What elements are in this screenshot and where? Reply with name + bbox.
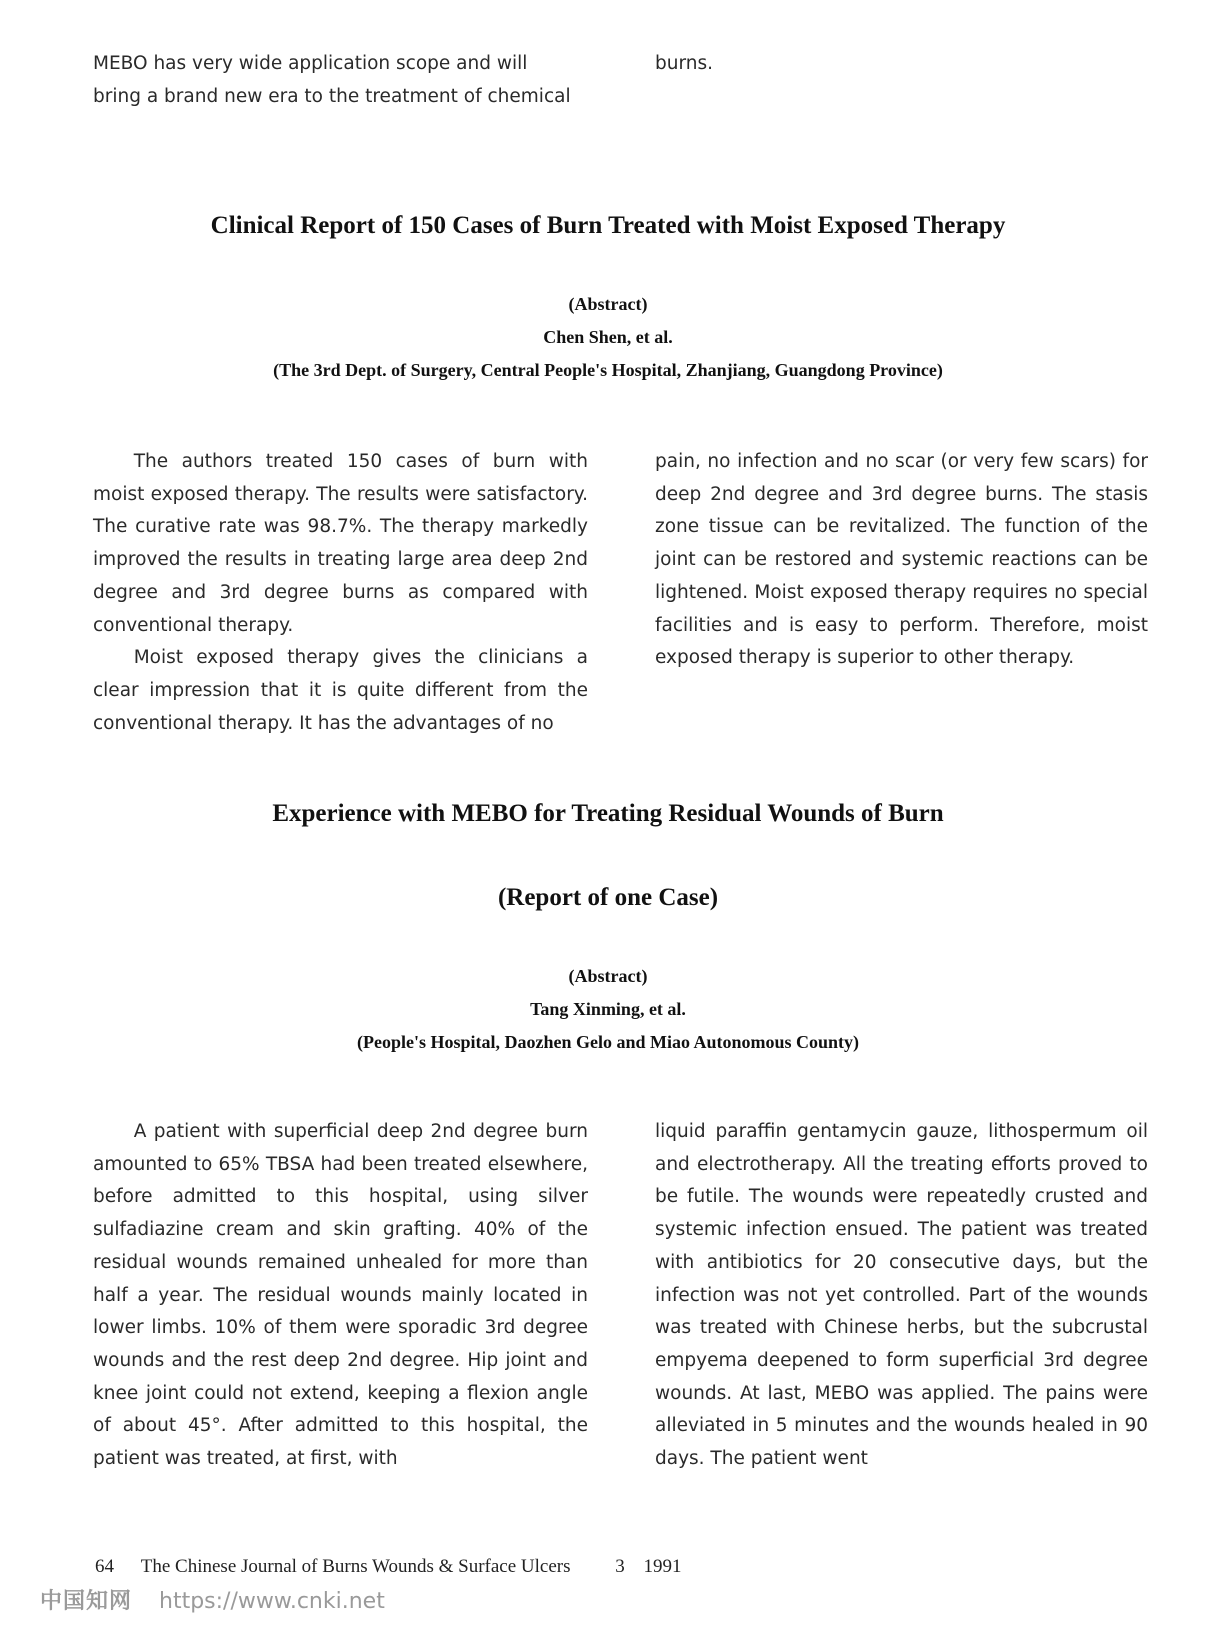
article2-right-column	[655, 1116, 1148, 1476]
abstract-label: (Abstract)	[568, 294, 648, 314]
affiliation-line: (The 3rd Dept. of Surgery, Central People's Hospital, Zhanjiang, Guangdong Province)	[273, 360, 943, 380]
text-line: MEBO has very wide application scope and will	[93, 53, 528, 74]
watermark-url: https://www.cnki.net	[159, 1589, 385, 1614]
article2-subtitle: (Report of one Case)	[497, 884, 719, 911]
paragraph: Moist exposed therapy gives the clinicians a clear impression that it is quite different from the conventional therapy. It has the advantages of no	[93, 647, 588, 734]
page-number: 64	[95, 1556, 114, 1577]
journal-name: The Chinese Journal of Burns Wounds & Surface Ulcers	[140, 1556, 571, 1577]
cnki-watermark	[40, 1584, 385, 1615]
author-line: Chen Shen, et al.	[543, 327, 673, 347]
paragraph: pain, no infection and no scar (or very few scars) for deep 2nd degree and 3rd degree burns. The stasis zone tissue can be revitalized. The function of the joint can be restored and systemic reactions can be lightened. Moist exposed therapy requires no special facilities and is easy to perform. Therefore, moist exposed therapy is superior to other therapy.	[655, 451, 1148, 669]
paragraph: liquid paraffin gentamycin gauze, lithospermum oil and electrotherapy. All the treating efforts proved to be futile. The wounds were repeatedly crusted and systemic infection ensued. The patient was treated with antibiotics for 20 consecutive days, but the infection was not yet controlled. Part of the wounds was treated with Chinese herbs, but the subcrustal empyema deepened to form superficial 3rd degree wounds. At last, MEBO was applied. The pains were alleviated in 5 minutes and the wounds healed in 90 days. The patient went	[655, 1121, 1148, 1470]
continuation-left-column	[93, 48, 588, 113]
article2-title: Experience with MEBO for Treating Residual Wounds of Burn	[272, 800, 944, 827]
watermark-brand: 中国知网	[40, 1589, 133, 1614]
text-line: burns.	[655, 53, 713, 74]
affiliation-line: (People's Hospital, Daozhen Gelo and Miao Autonomous County)	[356, 1032, 860, 1052]
year: 1991	[643, 1556, 682, 1577]
abstract-label: (Abstract)	[568, 966, 648, 986]
article2-meta	[0, 960, 1216, 1059]
text-line: bring a brand new era to the treatment of chemical	[93, 85, 571, 107]
article1-title: Clinical Report of 150 Cases of Burn Treated with Moist Exposed Therapy	[210, 212, 1006, 239]
paragraph: The authors treated 150 cases of burn with moist exposed therapy. The results were satisfactory. The curative rate was 98.7%. The therapy markedly improved the results in treating large area deep 2nd degree and 3rd degree burns as compared with conventional therapy.	[93, 451, 588, 636]
paragraph: A patient with superficial deep 2nd degree burn amounted to 65% TBSA had been treated elsewhere, before admitted to this hospital, using silver sulfadiazine cream and skin grafting. 40% of the residual wounds remained unhealed for more than half a year. The residual wounds mainly located in lower limbs. 10% of them were sporadic 3rd degree wounds and the rest deep 2nd degree. Hip joint and knee joint could not extend, keeping a flexion angle of about 45°. After admitted to this hospital, the patient was treated, at first, with	[93, 1121, 588, 1470]
author-line: Tang Xinming, et al.	[530, 999, 686, 1019]
page-footer	[95, 1556, 682, 1578]
continuation-right-column	[655, 48, 1148, 81]
article2-left-column	[93, 1116, 588, 1476]
issue-number: 3	[615, 1556, 625, 1577]
article1-meta	[0, 288, 1216, 387]
article1-right-column	[655, 446, 1148, 675]
article1-left-column	[93, 446, 588, 740]
